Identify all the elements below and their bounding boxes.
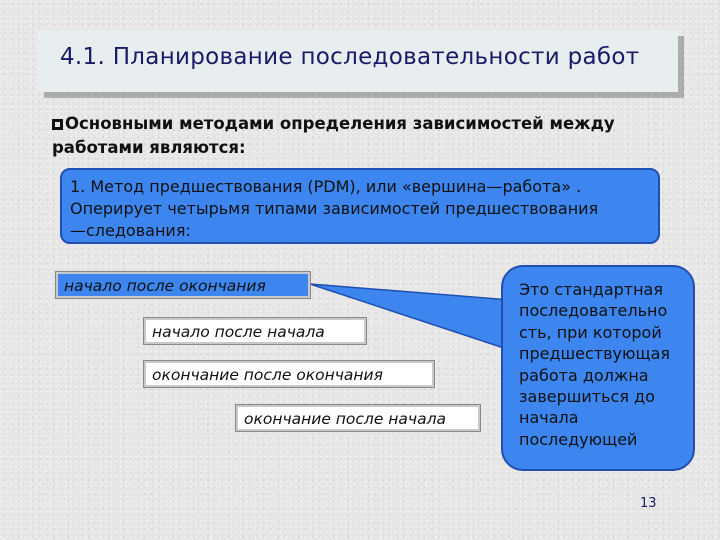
dependency-start-to-start: начало после начала — [144, 318, 366, 344]
intro-line-2: работами являются: — [52, 138, 246, 157]
method-line-3: —следования: — [70, 221, 191, 240]
explanation-callout — [501, 265, 695, 471]
method-line-1: 1. Метод предшествования (PDM), или «вершина—работа» . — [70, 177, 582, 196]
page-number: 13 — [640, 496, 657, 511]
dependency-finish-to-finish: окончание после окончания — [144, 361, 434, 387]
callout-line: начала — [519, 408, 579, 428]
method-line-2: Оперирует четырьмя типами зависимостей предшествования — [70, 199, 599, 218]
intro-line-1: Основными методами определения зависимостей между — [65, 114, 615, 133]
dependency-start-to-finish: окончание после начала — [236, 405, 480, 431]
slide-title: 4.1. Планирование последовательности работ — [60, 44, 640, 70]
callout-line: сть, при которой — [519, 322, 662, 342]
callout-line: последовательно — [519, 301, 668, 321]
dependency-finish-to-start: начало после окончания — [56, 272, 310, 298]
callout-line: завершиться до — [519, 387, 655, 407]
callout-line: Это стандартная — [519, 280, 663, 299]
callout-line: последующей — [519, 429, 638, 449]
callout-line: работа должна — [519, 365, 649, 385]
callout-line: предшествующая — [519, 344, 670, 364]
